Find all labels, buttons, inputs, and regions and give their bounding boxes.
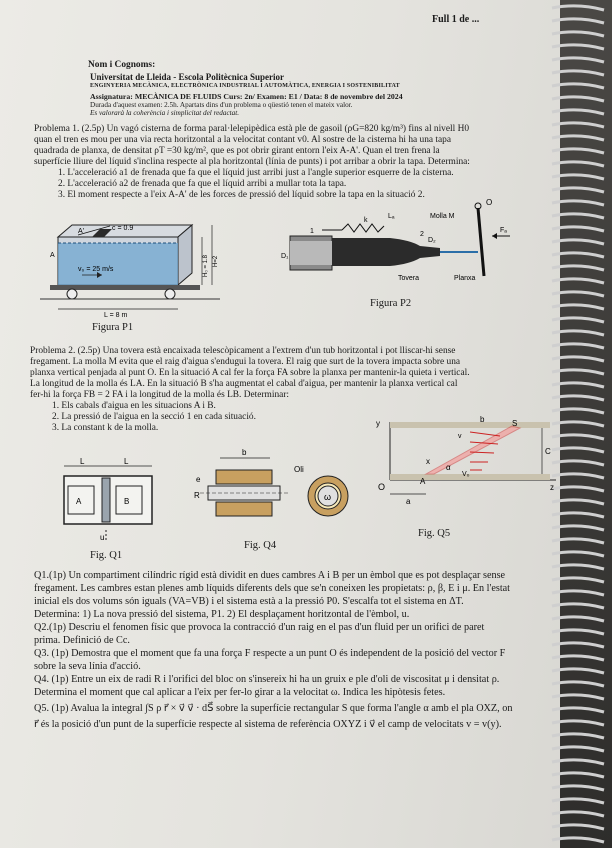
binding-ring [552,331,604,335]
question-line: Q1.(1p) Un compartiment cilíndric rígid està dividit en dues cambres A i B per un èmbol que es pot desplaçar sense [34,570,506,581]
label-nozzle: Tovera [398,275,420,282]
binding-ring [552,565,604,569]
label-l-b: L [124,457,129,466]
binding-ring [552,617,604,621]
problem-2-line: fer-hi la força FB = 2 FA i la longitud de la molla és LB. Determinar: [30,390,290,400]
binding-ring [552,630,604,634]
subject: Assignatura: MECÀNICA DE FLUIDS Curs: 2n/ Examen: E1 / Data: 8 de novembre del 2024 [90,92,403,101]
label-e: e [196,475,201,484]
binding-ring [552,305,604,309]
label-l-a: L [80,457,85,466]
question-line: inicial els dos volums són iguals (VA=VB) i el sistema està a la pressió P0. S'escalfa tot el sistema en ΔT. [34,596,464,607]
binding-ring [552,266,604,270]
label-v0: v₀ = 25 m/s [78,266,114,273]
upper-wall [390,422,550,428]
label-r: R [194,491,200,500]
binding-ring [552,539,604,543]
label-l: L = 8 m [104,312,128,319]
binding-ring [552,123,604,127]
binding-ring [552,19,604,23]
label-h0: H₀ = 1.8 [203,254,209,277]
figure-q1-caption: Fig. Q1 [90,550,123,561]
question-line: fregament. Les cambres estan plenes amb líquids diferents dels que se'n coneixen les propietats: ρ, β, E i μ. En l'estat [34,583,511,594]
label-d2: D₂ [428,237,436,244]
question-line: Determina: 1) La nova pressió del sistema, P1. 2) El desplaçament horitzontal de l'èmbol, u. [34,609,410,620]
binding-ring [552,643,604,647]
binding-ring [552,396,604,400]
binding-ring [552,682,604,686]
binding-ring [552,6,604,10]
binding-ring [552,279,604,283]
block-bottom [216,502,272,516]
binding-ring [552,760,604,764]
label-alpha: α [446,463,451,472]
binding-ring [552,799,604,803]
label-b: B [124,497,130,506]
duration: Durada d'aquest examen: 2.5h. Apartats dins d'un problema o qüestió tenen el mateix valor. [90,101,353,109]
figure-q4 [190,446,370,536]
problem-1-item: 1. L'acceleració a1 de frenada que fa que el líquid just arribi just a l'angle superior esquerre de la cisterna. [58,168,454,178]
binding-ring [552,162,604,166]
lower-wall [390,474,550,480]
binding-ring [552,409,604,413]
label-omega: ω [324,492,332,502]
binding-ring [552,201,604,205]
plate [478,208,484,276]
binding-ring [552,357,604,361]
binding-ring [552,838,604,842]
page-label: Full 1 de ... [432,14,480,25]
binding-ring [552,97,604,101]
binding-ring [552,786,604,790]
binding-ring [552,227,604,231]
label-h: H=2 [213,255,219,267]
university: Universitat de Lleida - Escola Politècnica Superior [90,72,284,82]
figure-q5 [370,414,560,522]
binding-ring [552,812,604,816]
problem-2-item: 3. La constant k de la molla. [52,423,159,433]
problem-2-item: 1. Els cabals d'aigua en les situacions A i B. [52,401,216,411]
label-s: S [512,419,518,428]
binding-ring [552,188,604,192]
label-z: z [550,483,554,492]
problem-1-line: Problema 1. (2.5p) Un vagó cisterna de forma paral·lelepipèdica està ple de gasoil (ρG=820 kg/m³) fins al nivell H0 [34,124,470,134]
binding-ring [552,292,604,296]
block-top [216,470,272,484]
problem-2-line: fregament. La molla M evita que el raig d'aigua s'endugui la tovera. El raig que surt de la tovera impacta sobre una [30,357,461,367]
label-fa: Fₐ [500,227,507,234]
label-b: b [480,415,485,424]
label-k: k [364,217,368,224]
question-line: r⃗ és la posició d'un punt de la superfície respecte al sistema de referència OXYZ i v⃗ el camp de velocitats v = v(y). [34,719,502,730]
wheel [165,289,175,299]
piston [102,478,110,522]
problem-2-line: planxa vertical penjada al punt O. En la situació A cal fer la força FA sobre la planxa per mantenir-la quieta i vertical. [30,368,470,378]
figure-p2-caption: Figura P2 [370,298,412,309]
binding-ring [552,84,604,88]
problem-1-line: quan el tren es mou per una via recta horitzontal a la velocitat contant v0. Al sostre de la cisterna hi ha una tapa [34,135,452,145]
question-line: Q3. (1p) Demostra que el moment que fa una força F respecte a un punt O és independent de la posició del vector F [34,648,506,659]
label-oil: Oli [294,465,304,474]
binding-ring [552,32,604,36]
binding-ring [552,721,604,725]
figure-q4-caption: Fig. Q4 [244,540,277,551]
figure-p1 [30,205,235,323]
question-line: sobre la seva línia d'acció. [34,661,141,672]
binding-ring [552,591,604,595]
label-y: y [376,419,380,428]
label-a: A [76,497,82,506]
label-a-prime: A' [78,228,85,235]
binding-ring [552,825,604,829]
question-line: Q5. (1p) Avalua la integral ∫S ρ r⃗ × v⃗ v⃗ · dS⃗ sobre la superfície rectangular S que forma l'angle α amb el pla OXZ, on [34,703,513,714]
binding-ring [552,58,604,62]
label-section-2: 2 [420,231,424,238]
binding-ring [552,656,604,660]
surface-s [426,426,520,474]
label-c: C [545,447,551,456]
figure-p1-caption: Figura P1 [92,322,134,333]
question-line: Determina el moment que cal aplicar a l'eix per fer-lo girar a la velocitat ω. Indica les hipòtesis fetes. [34,687,446,698]
binding-ring [552,604,604,608]
spring [342,224,384,232]
label-c: c = 0.9 [112,225,134,232]
nozzle-body [332,238,440,266]
gasoil-liquid [58,243,178,285]
problem-1-item: 2. L'acceleració a2 de frenada que fa que el líquid arribi a mullar tota la tapa. [58,179,347,189]
force-arrowhead [492,233,497,239]
label-plate: Planxa [454,275,476,282]
problem-1-line: quadrada de planxa, de densitat ρT =30 kg/m², que es pot obrir girant entorn l'eix A-A'. Quan el tren frena la [34,146,440,156]
binding-ring [552,773,604,777]
velocity-line [470,432,500,436]
binding-ring [552,734,604,738]
binding-ring [552,240,604,244]
label-la: Lₐ [388,213,395,220]
label-spring: Molla M [430,213,455,220]
label-section-1: 1 [310,228,314,235]
degree: ENGINYERIA MECÀNICA, ELECTRÒNICA INDUSTRIAL I AUTOMÀTICA, ENERGIA I SOSTENIBILITAT [90,83,400,89]
binding-ring [552,526,604,530]
pipe-bore [290,241,332,265]
label-o: O [378,482,386,492]
binding-ring [552,747,604,751]
figure-q1 [58,456,168,546]
label-b: b [242,448,247,457]
binding-ring [552,695,604,699]
problem-1-item: 3. El moment respecte a l'eix A-A' de les forces de pressió del líquid sobre la tapa en la situació 2. [58,190,425,200]
binding-ring [552,578,604,582]
binding-ring [552,370,604,374]
label-a: A [50,252,55,259]
label-x: x [426,457,430,466]
binding-ring [552,383,604,387]
binding-ring [552,344,604,348]
binding-ring [552,708,604,712]
binding-ring [552,214,604,218]
figure-q5-caption: Fig. Q5 [418,528,451,539]
label-d1: D₁ [281,253,289,260]
problem-1-line: superfície lliure del líquid s'inclina respecte al pla horitzontal (línia de punts) i pot arribar a obrir la tapa. Determina: [34,157,470,167]
binding-ring [552,318,604,322]
question-line: Q4. (1p) Entre un eix de radi R i l'orifici del bloc on s'insereix hi ha un gruix e ple d'oli de viscositat μ i densitat ρ. [34,674,500,685]
label-v: v [458,433,462,440]
figure-p2 [280,196,520,296]
binding-ring [552,110,604,114]
problem-2-line: Problema 2. (2.5p) Una tovera està encaixada telescòpicament a l'extrem d'un tub horitzontal i pot lliscar-hi sense [30,346,456,356]
question-line: Q2.(1p) Descriu el fenomen físic que provoca la contracció d'un raig en el pas d'un fluid per un orifici de paret [34,622,485,633]
name-label: Nom i Cognoms: [88,60,156,70]
label-a-length: a [406,497,411,506]
binding-ring [552,175,604,179]
binding-ring [552,669,604,673]
binding-ring [552,136,604,140]
problem-2-line: La longitud de la molla és LA. En la situació B s'ha augmentat el cabal d'aigua, per mantenir la planxa vertical cal [30,379,458,389]
label-v0: V₀ [462,471,470,478]
binding-ring [552,71,604,75]
binding-ring [552,253,604,257]
binding-ring [552,45,604,49]
binding-ring [552,149,604,153]
note: Es valorarà la coherència i simplicitat del redactat. [90,109,240,117]
label-o: O [486,198,493,207]
label-a-point: A [420,477,426,486]
label-u: u [100,533,105,542]
binding-ring [552,552,604,556]
question-line: prima. Definició de Cc. [34,635,130,646]
wheel [67,289,77,299]
problem-2-item: 2. La pressió de l'aigua en la secció 1 en cada situació. [52,412,256,422]
